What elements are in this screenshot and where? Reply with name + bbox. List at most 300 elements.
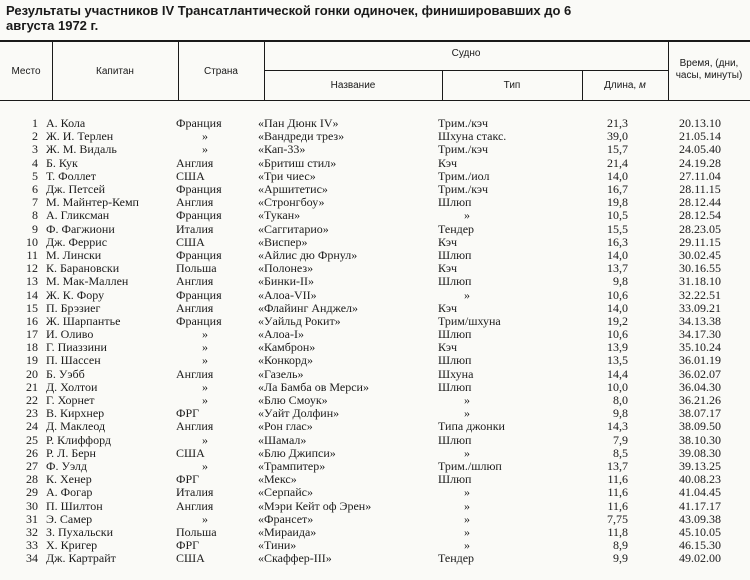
country-cell-text: Италия	[176, 486, 214, 500]
time-cell-text: 31.18.10	[679, 275, 721, 289]
place-cell-text: 20	[26, 367, 38, 381]
header-time: Время, (дни, часы, минуты)	[675, 58, 743, 81]
vessel-name-cell-text: «Полонез»	[258, 262, 314, 276]
captain-cell	[46, 157, 176, 170]
results-table	[0, 117, 750, 565]
country-cell	[176, 420, 258, 433]
vessel-name-cell-text: «Блю Смоук»	[258, 393, 328, 408]
captain-cell-text: П. Шилтон	[46, 499, 103, 513]
vessel-type-cell-text: Шлюп	[438, 248, 472, 262]
captain-cell-text: Д. Холтои	[46, 380, 98, 394]
vessel-type-cell-text: Кэч	[438, 262, 458, 276]
vessel-type-cell-text: Шхуна стакс.	[438, 130, 507, 144]
time-cell	[650, 341, 750, 354]
country-cell-text: Англия	[176, 156, 214, 170]
time-cell-text: 28.11.15	[679, 182, 721, 197]
captain-cell	[46, 407, 176, 420]
vessel-name-cell-text: «Стронгбоу»	[258, 196, 325, 210]
country-cell	[176, 209, 258, 222]
vessel-name-cell	[258, 275, 438, 288]
place-cell	[0, 143, 46, 156]
country-cell-text: »	[202, 143, 208, 157]
place-cell-text: 25	[26, 433, 38, 447]
place-cell	[0, 526, 46, 539]
vessel-name-cell	[258, 117, 438, 130]
time-cell-text: 45.10.05	[679, 525, 721, 539]
vessel-length-cell-text: 13,5	[607, 354, 628, 368]
vessel-type-cell	[438, 499, 576, 512]
vessel-type-cell-text: Тендер	[438, 222, 475, 236]
table-row	[0, 315, 750, 328]
place-cell	[0, 236, 46, 249]
place-cell-text: 19	[26, 354, 38, 368]
header-top-rule	[0, 40, 750, 42]
vessel-name-cell-text: «Пан Дюнк IV»	[258, 117, 339, 131]
vessel-length-cell	[576, 381, 650, 394]
time-cell	[650, 328, 750, 341]
country-cell	[176, 236, 258, 249]
header-place: Место	[11, 66, 41, 77]
time-cell-text: 33.09.21	[679, 301, 721, 315]
country-cell-text: ФРГ	[176, 407, 200, 421]
place-cell	[0, 183, 46, 196]
place-cell-text: 3	[32, 143, 38, 157]
time-cell	[650, 368, 750, 381]
country-cell-text: Польша	[176, 262, 217, 276]
vessel-length-cell	[576, 262, 650, 275]
vessel-length-cell-text: 8,5	[613, 446, 628, 460]
vessel-type-cell	[438, 249, 576, 262]
vessel-length-cell-text: 7,9	[613, 433, 628, 447]
time-cell-text: 49.02.00	[679, 552, 721, 566]
time-cell	[650, 499, 750, 512]
vessel-name-cell-text: «Камброн»	[258, 341, 316, 355]
vessel-length-cell-text: 15,7	[607, 143, 628, 157]
country-cell	[176, 249, 258, 262]
time-cell-text: 28.23.05	[679, 222, 721, 236]
vessel-length-cell-text: 10,0	[607, 380, 628, 394]
country-cell-text: США	[176, 169, 205, 183]
place-cell-text: 23	[26, 407, 38, 421]
place-cell	[0, 117, 46, 130]
captain-cell-text: Б. Кук	[46, 156, 78, 170]
place-cell-text: 34	[26, 552, 38, 566]
table-row	[0, 460, 750, 473]
vessel-type-cell-text: Кэч	[438, 301, 458, 315]
country-cell-text: »	[202, 512, 208, 526]
captain-cell	[46, 223, 176, 236]
captain-cell	[46, 302, 176, 315]
vessel-length-cell	[576, 513, 650, 526]
captain-cell-text: Дж. Феррис	[46, 235, 108, 249]
vessel-type-cell	[438, 341, 576, 354]
vessel-type-cell	[438, 157, 576, 170]
place-cell-text: 28	[26, 473, 38, 487]
vessel-length-cell-text: 16,3	[607, 235, 628, 249]
captain-cell	[46, 460, 176, 473]
vessel-length-cell	[576, 354, 650, 367]
country-cell-text: Италия	[176, 222, 214, 236]
vessel-name-cell-text: «Рон глас»	[258, 420, 313, 434]
country-cell-text: Англия	[176, 499, 214, 513]
time-cell	[650, 473, 750, 486]
table-row	[0, 117, 750, 130]
time-cell	[650, 249, 750, 262]
time-cell	[650, 434, 750, 447]
country-cell	[176, 117, 258, 130]
vessel-type-cell-text: Трим./кэч	[438, 182, 489, 197]
header-captain: Капитан	[96, 66, 134, 77]
place-cell-text: 27	[26, 459, 38, 473]
vessel-length-cell	[576, 341, 650, 354]
place-cell	[0, 223, 46, 236]
captain-cell-text: К. Хенер	[46, 473, 92, 487]
captain-cell-text: М. Мак-Маллен	[46, 275, 129, 289]
time-cell	[650, 262, 750, 275]
place-cell	[0, 275, 46, 288]
table-row	[0, 394, 750, 407]
captain-cell	[46, 552, 176, 565]
vessel-type-cell	[438, 170, 576, 183]
vessel-type-cell-text: Трим/шхуна	[438, 314, 501, 328]
header-country: Страна	[203, 66, 238, 77]
captain-cell	[46, 420, 176, 433]
place-cell	[0, 499, 46, 512]
vessel-name-cell-text: «Тини»	[258, 539, 297, 553]
captain-cell-text: К. Барановски	[46, 262, 120, 276]
vessel-type-cell	[438, 394, 576, 407]
country-cell-text: »	[202, 130, 208, 144]
vessel-name-cell	[258, 328, 438, 341]
time-cell-text: 39.08.30	[679, 446, 721, 460]
place-cell-text: 26	[26, 446, 38, 460]
place-cell	[0, 341, 46, 354]
table-row	[0, 486, 750, 499]
place-cell	[0, 381, 46, 394]
captain-cell	[46, 328, 176, 341]
vessel-type-cell	[438, 196, 576, 209]
country-cell	[176, 315, 258, 328]
vessel-length-cell	[576, 394, 650, 407]
table-row	[0, 420, 750, 433]
country-cell	[176, 552, 258, 565]
captain-cell	[46, 381, 176, 394]
place-cell	[0, 447, 46, 460]
place-cell-text: 6	[32, 182, 38, 197]
place-cell-text: 21	[26, 380, 38, 394]
vessel-type-cell-text: »	[464, 209, 470, 223]
vessel-name-cell	[258, 447, 438, 460]
vessel-name-cell-text: «Ла Бамба ов Мерси»	[258, 380, 369, 394]
place-cell	[0, 249, 46, 262]
time-cell	[650, 143, 750, 156]
captain-cell	[46, 170, 176, 183]
table-row	[0, 183, 750, 196]
vessel-name-cell-text: «Бинки-II»	[258, 275, 314, 289]
captain-cell-text: Дж. Картрайт	[46, 552, 116, 566]
vessel-length-cell	[576, 499, 650, 512]
place-cell	[0, 460, 46, 473]
country-cell-text: »	[202, 380, 208, 394]
vessel-length-cell	[576, 157, 650, 170]
vessel-name-cell-text: «Аршитетис»	[258, 182, 328, 197]
time-cell	[650, 539, 750, 552]
vessel-length-cell-text: 9,8	[613, 275, 628, 289]
vessel-subheader-rule	[264, 70, 668, 71]
place-cell-text: 13	[26, 275, 38, 289]
vessel-name-cell-text: «Мэри Кейт оф Эрен»	[258, 499, 372, 513]
place-cell-text: 29	[26, 486, 38, 500]
country-cell	[176, 486, 258, 499]
vessel-length-cell	[576, 249, 650, 262]
captain-cell	[46, 499, 176, 512]
vessel-type-cell	[438, 328, 576, 341]
country-cell-text: Франция	[176, 209, 222, 223]
vessel-type-cell	[438, 447, 576, 460]
country-cell	[176, 526, 258, 539]
captain-cell	[46, 447, 176, 460]
captain-cell	[46, 262, 176, 275]
header-length-label: Длина,	[604, 80, 637, 91]
vessel-name-cell	[258, 157, 438, 170]
vessel-type-cell-text: Шлюп	[438, 354, 472, 368]
country-cell	[176, 275, 258, 288]
vessel-type-cell-text: »	[464, 407, 470, 421]
country-cell	[176, 381, 258, 394]
vessel-length-cell-text: 14,3	[607, 420, 628, 434]
place-cell-text: 32	[26, 525, 38, 539]
vessel-name-cell-text: «Серпайс»	[258, 486, 313, 500]
vessel-length-cell-text: 14,0	[607, 169, 628, 183]
header-vessel: Судно	[451, 48, 481, 59]
vessel-type-cell	[438, 236, 576, 249]
table-row	[0, 196, 750, 209]
vessel-length-cell	[576, 143, 650, 156]
country-cell-text: США	[176, 552, 205, 566]
captain-cell	[46, 368, 176, 381]
captain-cell-text: В. Кирхнер	[46, 407, 105, 421]
captain-cell	[46, 394, 176, 407]
table-row	[0, 143, 750, 156]
vessel-type-cell-text: Шлюп	[438, 473, 472, 487]
header-length-unit: м	[638, 80, 646, 91]
vessel-length-cell-text: 21,3	[607, 117, 628, 131]
vessel-type-cell-text: Шлюп	[438, 433, 472, 447]
country-cell-text: »	[202, 459, 208, 473]
time-cell-text: 39.13.25	[679, 459, 721, 473]
time-cell	[650, 447, 750, 460]
table-row	[0, 434, 750, 447]
place-cell-text: 31	[26, 512, 38, 526]
table-row	[0, 539, 750, 552]
vessel-length-cell-text: 9,9	[613, 552, 628, 566]
captain-cell	[46, 341, 176, 354]
table-row	[0, 513, 750, 526]
table-row	[0, 473, 750, 486]
country-cell-text: Англия	[176, 275, 214, 289]
vessel-name-cell	[258, 381, 438, 394]
country-cell-text: Франция	[176, 117, 222, 131]
place-cell	[0, 407, 46, 420]
country-cell	[176, 394, 258, 407]
time-cell-text: 27.11.04	[679, 169, 721, 183]
country-cell	[176, 183, 258, 196]
vessel-length-cell-text: 13,9	[607, 341, 628, 355]
captain-cell-text: А. Гликсман	[46, 209, 110, 223]
captain-cell	[46, 473, 176, 486]
country-cell-text: »	[202, 433, 208, 447]
time-cell-text: 36.21.26	[679, 393, 721, 408]
vessel-type-cell	[438, 302, 576, 315]
captain-cell	[46, 117, 176, 130]
place-cell	[0, 513, 46, 526]
time-cell-text: 24.19.28	[679, 156, 721, 170]
time-cell	[650, 288, 750, 301]
captain-cell	[46, 130, 176, 143]
country-cell-text: США	[176, 235, 205, 249]
captain-cell	[46, 486, 176, 499]
place-cell-text: 11	[26, 248, 38, 262]
captain-cell-text: М. Майнтер-Кемп	[46, 196, 139, 210]
vessel-name-cell	[258, 552, 438, 565]
vessel-type-cell	[438, 486, 576, 499]
vessel-length-cell	[576, 447, 650, 460]
vessel-name-cell	[258, 288, 438, 301]
time-cell	[650, 526, 750, 539]
vessel-name-cell	[258, 341, 438, 354]
place-cell-text: 5	[32, 169, 38, 183]
time-cell-text: 29.11.15	[679, 235, 721, 249]
vessel-type-cell-text: Трим./шлюп	[438, 459, 502, 473]
vessel-length-cell-text: 19,2	[607, 314, 628, 328]
vessel-name-cell	[258, 130, 438, 143]
country-cell	[176, 170, 258, 183]
country-cell-text: ФРГ	[176, 539, 200, 553]
vessel-length-cell-text: 10,6	[607, 288, 628, 302]
vessel-length-cell-text: 10,5	[607, 209, 628, 223]
captain-cell-text: Э. Самер	[46, 512, 93, 526]
table-row	[0, 526, 750, 539]
place-cell	[0, 354, 46, 367]
vessel-length-cell	[576, 407, 650, 420]
time-cell-text: 43.09.38	[679, 512, 721, 526]
vessel-length-cell-text: 16,7	[607, 182, 628, 197]
time-cell-text: 34.17.30	[679, 328, 721, 342]
country-cell-text: ФРГ	[176, 473, 200, 487]
time-cell-text: 28.12.44	[679, 196, 721, 210]
vessel-name-cell-text: «Уайт Долфин»	[258, 407, 340, 421]
vessel-name-cell	[258, 209, 438, 222]
captain-cell-text: Б. Уэбб	[46, 367, 85, 381]
country-cell	[176, 223, 258, 236]
time-cell-text: 46.15.30	[679, 539, 721, 553]
vessel-name-cell-text: «Газель»	[258, 367, 304, 381]
table-row	[0, 223, 750, 236]
place-cell	[0, 157, 46, 170]
country-cell	[176, 368, 258, 381]
country-cell	[176, 157, 258, 170]
time-cell	[650, 315, 750, 328]
country-cell-text: »	[202, 393, 208, 408]
vessel-length-cell	[576, 368, 650, 381]
time-cell-text: 30.02.45	[679, 248, 721, 262]
table-row	[0, 447, 750, 460]
vessel-type-cell-text: »	[464, 512, 470, 526]
time-cell	[650, 460, 750, 473]
place-cell	[0, 130, 46, 143]
captain-cell-text: Ж. М. Видаль	[46, 143, 117, 157]
vessel-name-cell	[258, 460, 438, 473]
time-cell-text: 38.10.30	[679, 433, 721, 447]
time-cell	[650, 223, 750, 236]
place-cell-text: 10	[26, 235, 38, 249]
place-cell-text: 4	[32, 156, 38, 170]
vessel-name-cell-text: «Мекс»	[258, 473, 297, 487]
place-cell-text: 24	[26, 420, 38, 434]
table-row	[0, 249, 750, 262]
table-row	[0, 552, 750, 565]
vessel-length-cell	[576, 130, 650, 143]
country-cell	[176, 143, 258, 156]
place-cell	[0, 315, 46, 328]
country-cell-text: Англия	[176, 367, 214, 381]
place-cell-text: 12	[26, 262, 38, 276]
vessel-length-cell	[576, 275, 650, 288]
vessel-name-cell-text: «Вандреди трез»	[258, 130, 345, 144]
place-cell	[0, 170, 46, 183]
captain-cell	[46, 526, 176, 539]
country-cell	[176, 473, 258, 486]
country-cell	[176, 513, 258, 526]
vessel-type-cell	[438, 460, 576, 473]
time-cell	[650, 420, 750, 433]
country-cell-text: »	[202, 341, 208, 355]
vessel-length-cell-text: 39,0	[607, 130, 628, 144]
vessel-name-cell	[258, 420, 438, 433]
place-cell	[0, 328, 46, 341]
table-row	[0, 288, 750, 301]
vessel-length-cell	[576, 196, 650, 209]
time-cell	[650, 236, 750, 249]
vessel-length-cell-text: 9,8	[613, 407, 628, 421]
captain-cell-text: А. Фогар	[46, 486, 93, 500]
captain-cell-text: И. Оливо	[46, 328, 94, 342]
captain-cell	[46, 196, 176, 209]
time-cell-text: 34.13.38	[679, 314, 721, 328]
vessel-type-cell-text: »	[464, 288, 470, 302]
vessel-name-cell	[258, 434, 438, 447]
captain-cell	[46, 249, 176, 262]
captain-cell-text: З. Пухальски	[46, 525, 113, 539]
vessel-type-cell	[438, 381, 576, 394]
captain-cell-text: Ж. К. Фору	[46, 288, 105, 302]
place-cell	[0, 209, 46, 222]
captain-cell	[46, 434, 176, 447]
vessel-length-cell	[576, 117, 650, 130]
captain-cell-text: А. Кола	[46, 117, 86, 131]
vessel-type-cell	[438, 552, 576, 565]
table-row	[0, 341, 750, 354]
vessel-name-cell	[258, 499, 438, 512]
captain-cell	[46, 354, 176, 367]
table-row	[0, 170, 750, 183]
vessel-length-cell	[576, 288, 650, 301]
country-cell	[176, 447, 258, 460]
captain-cell	[46, 513, 176, 526]
vessel-name-cell-text: «Виспер»	[258, 235, 308, 249]
vessel-length-cell-text: 13,7	[607, 459, 628, 473]
vessel-type-cell	[438, 315, 576, 328]
